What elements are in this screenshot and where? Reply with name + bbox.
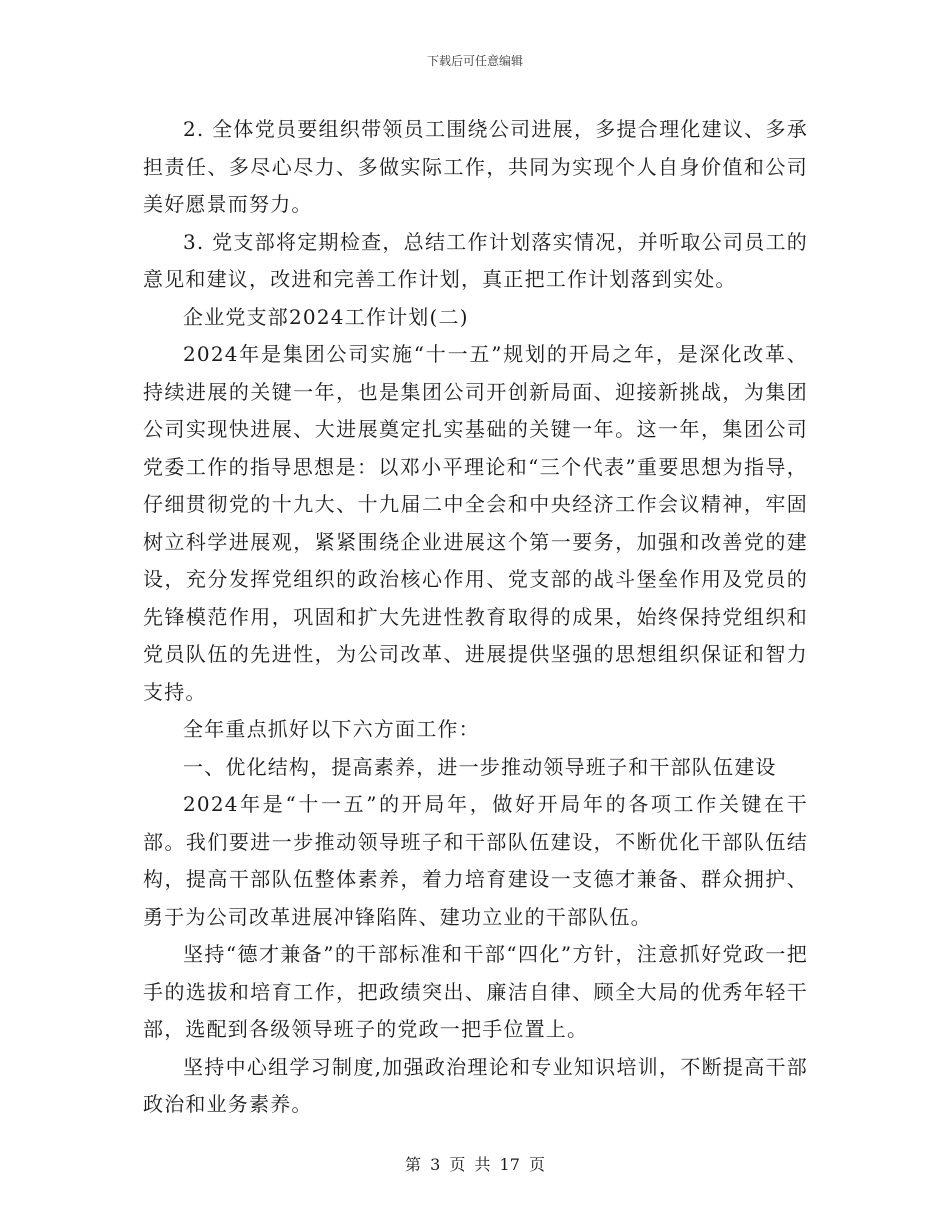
- page-header: [0, 53, 950, 69]
- document-body: [143, 111, 808, 1124]
- section-heading-1: 一、优化结构，提高素养，进一步推动领导班子和干部队伍建设: [183, 754, 777, 779]
- page-number-label: 第 3 页 共 17 页: [405, 1155, 545, 1174]
- paragraph-2: 3. 党支部将定期检查，总结工作计划落实情况，并听取公司员工的意见和建议，改进和完善工作计划，真正把工作计划落到实处。: [143, 229, 808, 291]
- paragraph-7: 坚持中心组学习制度,加强政治理论和专业知识培训，不断提高干部政治和业务素养。: [143, 1054, 808, 1116]
- paragraph-5: 2024年是“十一五”的开局年，做好开局年的各项工作关键在干部。我们要进一步推动领导班子和干部队伍建设，不断优化干部队伍结构，提高干部队伍整体素养，着力培育建设一支德才兼备、群众拥护、勇于为公司改革进展冲锋陷阵、建功立业的干部队伍。: [143, 792, 808, 929]
- header-note: 下载后可任意编辑: [426, 54, 523, 68]
- paragraph-1: 2. 全体党员要组织带领员工围绕公司进展，多提合理化建议、多承担责任、多尽心尽力、多做实际工作，共同为实现个人自身价值和公司美好愿景而努力。: [143, 117, 808, 216]
- paragraph-3: 2024年是集团公司实施“十一五”规划的开局之年，是深化改革、持续进展的关键一年，也是集团公司开创新局面、迎接新挑战，为集团公司实现快进展、大进展奠定扎实基础的关键一年。这一年，集团公司党委工作的指导思想是：以邓小平理论和“三个代表”重要思想为指导，仔细贯彻党的十九大、十九届二中全会和中央经济工作会议精神，牢固树立科学进展观，紧紧围绕企业进展这个第一要务，加强和改善党的建设，充分发挥党组织的政治核心作用、党支部的战斗堡垒作用及党员的先锋模范作用，巩固和扩大先进性教育取得的成果，始终保持党组织和党员队伍的先进性，为公司改革、进展提供坚强的思想组织保证和智力支持。: [143, 342, 808, 704]
- section-title-plan-2: 企业党支部2024工作计划(二): [183, 304, 469, 329]
- paragraph-6: 坚持“德才兼备”的干部标准和干部“四化”方针，注意抓好党政一把手的选拔和培育工作，把政绩突出、廉洁自律、顾全大局的优秀年轻干部，选配到各级领导班子的党政一把手位置上。: [143, 942, 808, 1041]
- page-footer: [0, 1154, 950, 1176]
- paragraph-4: 全年重点抓好以下六方面工作：: [183, 717, 480, 741]
